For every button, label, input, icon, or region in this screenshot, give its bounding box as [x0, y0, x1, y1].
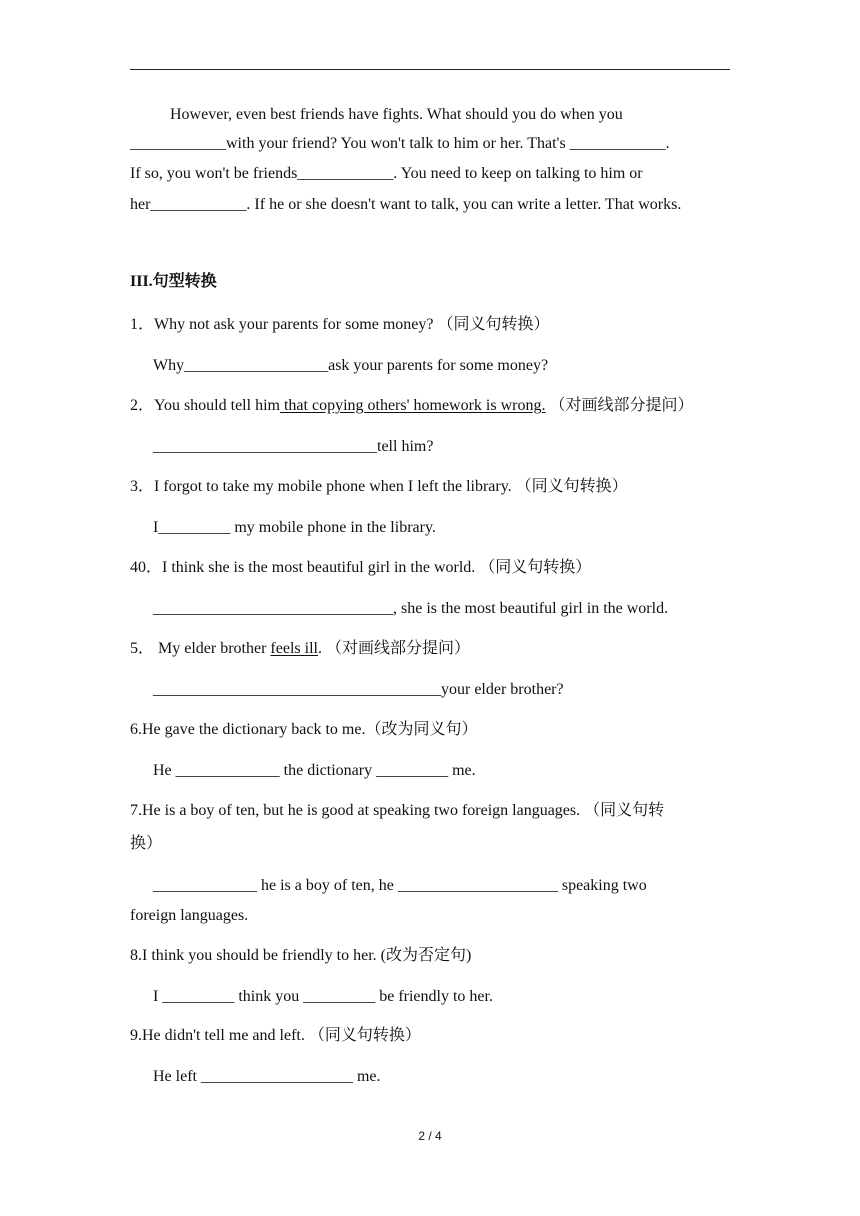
passage-line-2: ____________with your friend? You won't talk to him or her. That's ____________.: [130, 135, 670, 152]
question-5: [130, 639, 470, 659]
question-4: 40．I think she is the most beautiful girl in the world. （同义句转换）: [130, 559, 592, 576]
passage-line-1: However, even best friends have fights. What should you do when you: [170, 106, 623, 123]
passage-line-3: If so, you won't be friends____________. You need to keep on talking to him or: [130, 165, 643, 182]
question-6: 6.He gave the dictionary back to me.（改为同义句）: [130, 721, 478, 738]
question-5-underlined: feels ill: [270, 640, 318, 657]
question-3: 3．I forgot to take my mobile phone when I left the library. （同义句转换）: [130, 478, 628, 495]
question-2-text: 2．You should tell him: [130, 397, 280, 414]
question-8: 8.I think you should be friendly to her. (改为否定句): [130, 947, 472, 964]
answer-3: I_________ my mobile phone in the library.: [153, 519, 436, 536]
question-5-instruction: . （对画线部分提问）: [317, 640, 470, 657]
question-1: 1．Why not ask your parents for some money? （同义句转换）: [130, 316, 550, 333]
answer-2: ____________________________tell him?: [153, 438, 434, 455]
answer-1: Why__________________ask your parents for some money?: [153, 357, 549, 374]
header-rule: [130, 69, 730, 70]
answer-7: _____________ he is a boy of ten, he ____________________ speaking two: [153, 877, 647, 894]
question-2: [130, 396, 694, 416]
passage-line-4: her____________. If he or she doesn't want to talk, you can write a letter. That works.: [130, 196, 682, 213]
answer-4: ______________________________, she is the most beautiful girl in the world.: [153, 600, 669, 617]
page-number: 2 / 4: [418, 1129, 442, 1143]
answer-9: He left ___________________ me.: [153, 1068, 381, 1085]
question-7: 7.He is a boy of ten, but he is good at speaking two foreign languages. （同义句转: [130, 802, 665, 819]
question-5-text: 5． My elder brother: [130, 640, 271, 657]
answer-6: He _____________ the dictionary _________ me.: [153, 762, 476, 779]
answer-5: ____________________________________your elder brother?: [153, 681, 564, 698]
answer-8: I _________ think you _________ be friendly to her.: [153, 988, 493, 1005]
question-9: 9.He didn't tell me and left. （同义句转换）: [130, 1027, 421, 1044]
answer-7-continued: foreign languages.: [130, 907, 249, 924]
question-2-underlined: that copying others' homework is wrong.: [279, 397, 546, 414]
question-2-instruction: （对画线部分提问）: [545, 397, 694, 414]
section-title: III.句型转换: [130, 273, 217, 290]
question-7-continued: 换）: [130, 835, 163, 852]
